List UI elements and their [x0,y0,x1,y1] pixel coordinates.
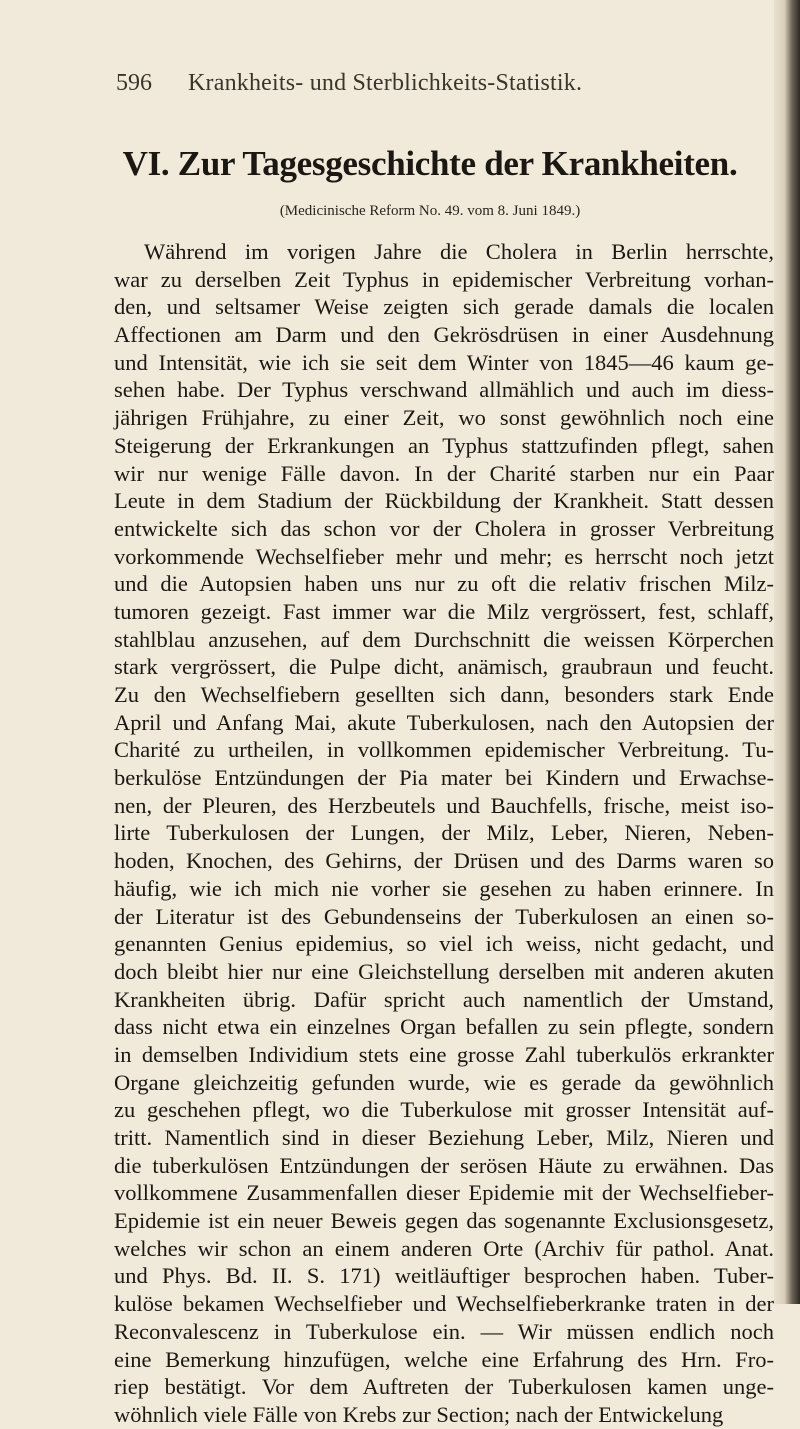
text-line: nen, der Pleuren, des Herzbeutels und Bauchfells, frische, meist iso- [114,792,774,818]
running-head [116,70,776,100]
text-line: jährigen Frühjahre, zu einer Zeit, wo sonst gewöhnlich noch eine [114,405,774,431]
text-line: Reconvalescenz in Tuberkulose ein. — Wir müssen endlich noch [114,1318,774,1344]
text-line: der Literatur ist des Gebundenseins der Tuberkulosen an einen so- [114,903,774,929]
text-line: genannten Genius epidemius, so viel ich weiss, nicht gedacht, und [114,931,774,957]
text-line: entwickelte sich das schon vor der Cholera in grosser Verbreitung [114,515,774,541]
text-line: sehen habe. Der Typhus verschwand allmählich und auch im diess- [114,377,774,403]
text-line: Während im vorigen Jahre die Cholera in Berlin herrschte, [144,239,774,264]
text-line: lirte Tuberkulosen der Lungen, der Milz, Leber, Nieren, Neben- [114,820,774,846]
source-note: (Medicinische Reform No. 49. vom 8. Juni 1849.) [279,203,581,219]
text-line: und Phys. Bd. II. S. 171) weitläuftiger besprochen haben. Tuber- [114,1263,774,1289]
text-line: kulöse bekamen Wechselfieber und Wechselfieberkranke traten in der [114,1291,774,1317]
text-line: riep bestätigt. Vor dem Auftreten der Tuberkulosen kamen unge- [114,1374,774,1400]
text-line: Krankheiten übrig. Dafür spricht auch namentlich der Umstand, [114,986,774,1012]
text-line: berkulöse Entzündungen der Pia mater bei Kindern und Erwachse- [114,765,774,791]
text-line: vorkommende Wechselfieber mehr und mehr; es herrscht noch jetzt [114,543,774,569]
text-line: stahlblau anzusehen, auf dem Durchschnitt die weissen Körperchen [114,626,774,652]
text-line: welches wir schon an einem anderen Orte (Archiv für pathol. Anat. [114,1235,774,1261]
text-line: Affectionen am Darm und den Gekrösdrüsen in einer Ausdehnung [114,322,774,348]
text-line: tritt. Namentlich sind in dieser Beziehung Leber, Milz, Nieren und [114,1125,774,1150]
text-line: und Intensität, wie ich sie seit dem Winter von 1845—46 kaum ge- [114,349,774,375]
text-line: tumoren gezeigt. Fast immer war die Milz vergrössert, fest, schlaff, [114,598,774,624]
page-number: 596 [116,70,152,96]
text-line: war zu derselben Zeit Typhus in epidemischer Verbreitung vorhan- [114,266,774,292]
text-line: vollkommene Zusammenfallen dieser Epidemie mit der Wechselfieber- [114,1180,774,1206]
text-line: Charité zu urtheilen, in vollkommen epidemischer Verbreitung. Tu- [114,737,774,763]
running-title: Krankheits- und Sterblichkeits-Statistik. [188,70,583,96]
page-edge-shadow [774,0,800,1304]
text-line: die tuberkulösen Entzündungen der serösen Häute zu erwähnen. Das [114,1152,774,1178]
text-line: zu geschehen pflegt, wo die Tuberkulose mit grosser Intensität auf- [114,1097,774,1123]
text-line: Steigerung der Erkrankungen an Typhus stattzufinden pflegt, sahen [114,432,774,458]
text-line: eine Bemerkung hinzufügen, welche eine Erfahrung des Hrn. Fro- [114,1346,774,1372]
text-line: häufig, wie ich mich nie vorher sie gesehen zu haben erinnere. In [114,875,774,901]
text-line: hoden, Knochen, des Gehirns, der Drüsen und des Darms waren so [114,848,774,874]
text-line: in demselben Individium stets eine grosse Zahl tuberkulös erkrankter [114,1041,774,1067]
text-line: April und Anfang Mai, akute Tuberkulosen, nach den Autopsien der [114,709,774,735]
text-line: wir nur wenige Fälle davon. In der Charité starben nur ein Paar [114,460,774,486]
text-line: Zu den Wechselfiebern gesellten sich dann, besonders stark Ende [114,682,774,707]
text-line: Organe gleichzeitig gefunden wurde, wie es gerade da gewöhnlich [114,1069,774,1095]
text-line: dass nicht etwa ein einzelnes Organ befallen zu sein pflegte, sondern [114,1014,774,1040]
text-line: den, und seltsamer Weise zeigten sich gerade damals die localen [114,294,774,320]
text-line: Epidemie ist ein neuer Beweis gegen das sogenannte Exclusionsgesetz, [114,1208,774,1234]
text-line: und die Autopsien haben uns nur zu oft die relativ frischen Milz- [114,571,774,597]
section-heading: VI. Zur Tagesgeschichte der Krankheiten. [122,144,738,183]
text-line: Leute in dem Stadium der Rückbildung der Krankheit. Statt dessen [114,488,774,514]
body-text [114,238,774,1429]
text-line: wöhnlich viele Fälle von Krebs zur Section; nach der Entwickelung [114,1401,724,1427]
text-line: stark vergrössert, die Pulpe dicht, anämisch, graubraun und feucht. [114,654,774,680]
text-line: doch bleibt hier nur eine Gleichstellung derselben mit anderen akuten [114,958,774,984]
